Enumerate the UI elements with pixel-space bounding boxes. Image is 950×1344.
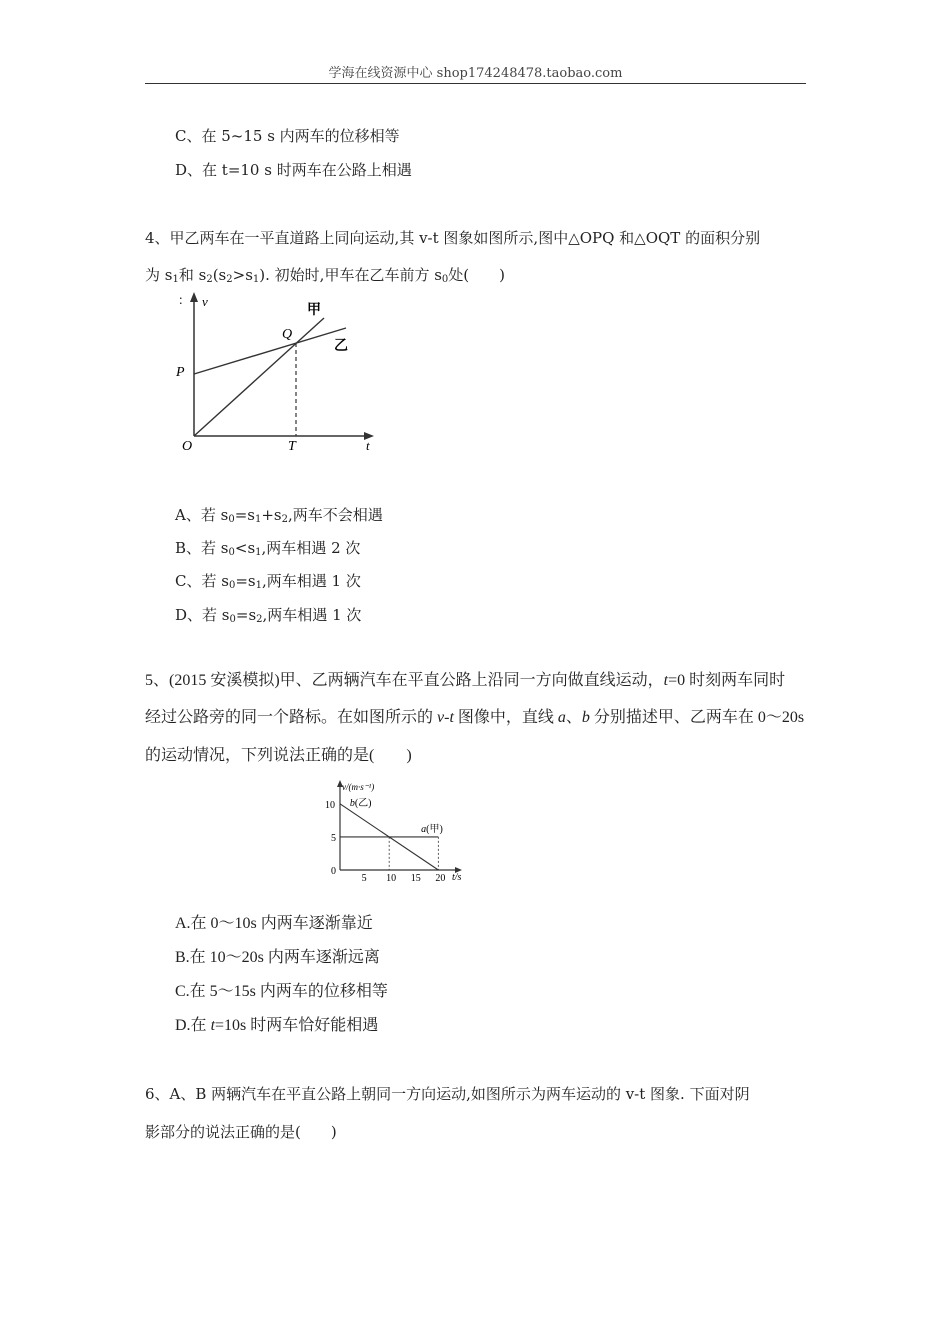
- chart-y-tick-label: 5: [331, 832, 336, 844]
- label-T: T: [288, 439, 296, 454]
- chart-x-tick-label: 5: [361, 873, 367, 884]
- q5-vt-chart: [318, 778, 478, 886]
- subscript: 0: [228, 547, 235, 558]
- subscript: 0: [228, 580, 236, 591]
- option-text: ,两车相遇 1 次: [262, 606, 362, 624]
- chart-y-tick-label: 10: [325, 799, 335, 811]
- label-v: v: [202, 294, 208, 309]
- q5-text: 5、(2015 安溪模拟)甲、乙两辆汽车在平直公路上沿同一方向做直线运动，: [145, 672, 664, 689]
- label-t: t: [366, 438, 370, 453]
- q5-option-b: B.在 10～20s 内两车逐渐远离: [175, 949, 380, 966]
- q4-option-b: [175, 538, 360, 563]
- v-axis-arrow: [190, 292, 198, 302]
- q5-text: =0 时刻两车同时: [668, 672, 786, 689]
- q6-stem-line2: 影部分的说法正确的是( ): [145, 1123, 337, 1141]
- option-text: <s: [234, 539, 256, 557]
- option-text: D.在: [175, 1017, 211, 1034]
- q4-option-c: [175, 571, 361, 596]
- q5-option-d: [175, 1016, 378, 1036]
- q4-text: 处( ): [448, 266, 505, 284]
- q5-text: 经过公路旁的同一个路标。在如图所示的: [145, 709, 438, 726]
- q4-text: 和 s: [178, 266, 207, 284]
- q5-text: 图像中，直线: [453, 709, 558, 726]
- q5-var-a: a: [557, 709, 566, 726]
- q5-option-c: C.在 5～15s 内两车的位移相等: [175, 983, 388, 1000]
- subscript: 0: [229, 614, 236, 625]
- q5-text: 分别描述甲、乙两车在 0～20s: [589, 709, 805, 726]
- subscript: 1: [252, 274, 260, 285]
- option-text: =10s 时两车恰好能相遇: [215, 1017, 379, 1034]
- q6-stem-line1: 6、A、B 两辆汽车在平直公路上朝同一方向运动,如图所示为两车运动的 v-t 图象. 下面对阴: [145, 1085, 750, 1103]
- label-p: P: [176, 365, 185, 380]
- q5-var-t: t: [663, 672, 669, 689]
- option-text: ,两车不会相遇: [288, 506, 383, 524]
- q4-vt-graph: [170, 290, 380, 460]
- q5-var-b: b: [581, 709, 590, 726]
- q3-option-c: C、在 5~15 s 内两车的位移相等: [175, 127, 400, 145]
- option-text: +s: [261, 506, 282, 524]
- label-jia: 甲: [307, 303, 321, 318]
- option-text: D、若 s: [175, 606, 230, 624]
- subscript: 1: [172, 274, 179, 285]
- option-text: =s: [234, 506, 255, 524]
- option-text: =s: [235, 606, 257, 624]
- subscript: 2: [226, 274, 233, 285]
- option-text: ,两车相遇 1 次: [261, 572, 361, 590]
- subscript: 2: [281, 514, 288, 525]
- subscript: 1: [255, 547, 262, 558]
- q5-stem-line3: 的运动情况，下列说法正确的是( ): [145, 747, 412, 764]
- chart-x-tick-label: 15: [410, 873, 421, 884]
- q3-option-d: D、在 t=10 s 时两车在公路上相遇: [175, 161, 412, 179]
- option-text: C、若 s: [175, 572, 229, 590]
- line-jia: [194, 318, 324, 436]
- q5-stem-line2: [145, 708, 804, 728]
- chart-y-tick-label: 0: [331, 866, 336, 877]
- q5-var-t: t: [210, 1017, 216, 1034]
- q5-var-vt: v-t: [437, 709, 454, 726]
- header-divider: [145, 83, 806, 84]
- option-text: =s: [235, 572, 256, 590]
- q5-option-a: A.在 0～10s 内两车逐渐靠近: [175, 915, 373, 932]
- q4-text: >s: [232, 266, 253, 284]
- subscript: 1: [255, 580, 262, 591]
- q5-stem-line1: [145, 671, 785, 691]
- subscript: 1: [254, 514, 262, 525]
- subscript: 2: [206, 274, 213, 285]
- q4-text: (s: [212, 266, 227, 284]
- q5-text: 、: [565, 709, 582, 726]
- option-text: ,两车相遇 2 次: [261, 539, 361, 557]
- subscript: 0: [441, 274, 449, 285]
- q4-stem-line1: 4、甲乙两车在一平直道路上同向运动,其 v-t 图象如图所示,图中△OPQ 和△OQT 的面积分别: [145, 229, 761, 247]
- graph-mark: ：: [178, 293, 191, 307]
- chart-x-tick-label: 20: [435, 873, 446, 884]
- q4-option-a: [175, 505, 383, 530]
- option-text: A、若 s: [175, 506, 229, 524]
- subscript: 2: [256, 614, 263, 625]
- series-b-label: b(乙): [349, 797, 372, 809]
- chart-x-tick-label: 10: [386, 873, 397, 884]
- q4-option-d: [175, 605, 361, 630]
- option-text: B、若 s: [175, 539, 229, 557]
- q4-text: 为 s: [145, 266, 173, 284]
- label-q: Q: [282, 327, 293, 342]
- label-yi: 乙: [334, 339, 348, 354]
- q4-text: ). 初始时,甲车在乙车前方 s: [259, 266, 442, 284]
- label-o: O: [182, 439, 193, 454]
- chart-ylabel: v/(m·s⁻¹): [342, 782, 375, 792]
- subscript: 0: [228, 514, 235, 525]
- series-a-label: a(甲): [421, 823, 443, 835]
- page-header: 学海在线资源中心 shop174248478.taobao.com: [328, 66, 623, 81]
- q4-stem-line2: [145, 265, 505, 290]
- chart-xlabel: t/s: [452, 872, 462, 883]
